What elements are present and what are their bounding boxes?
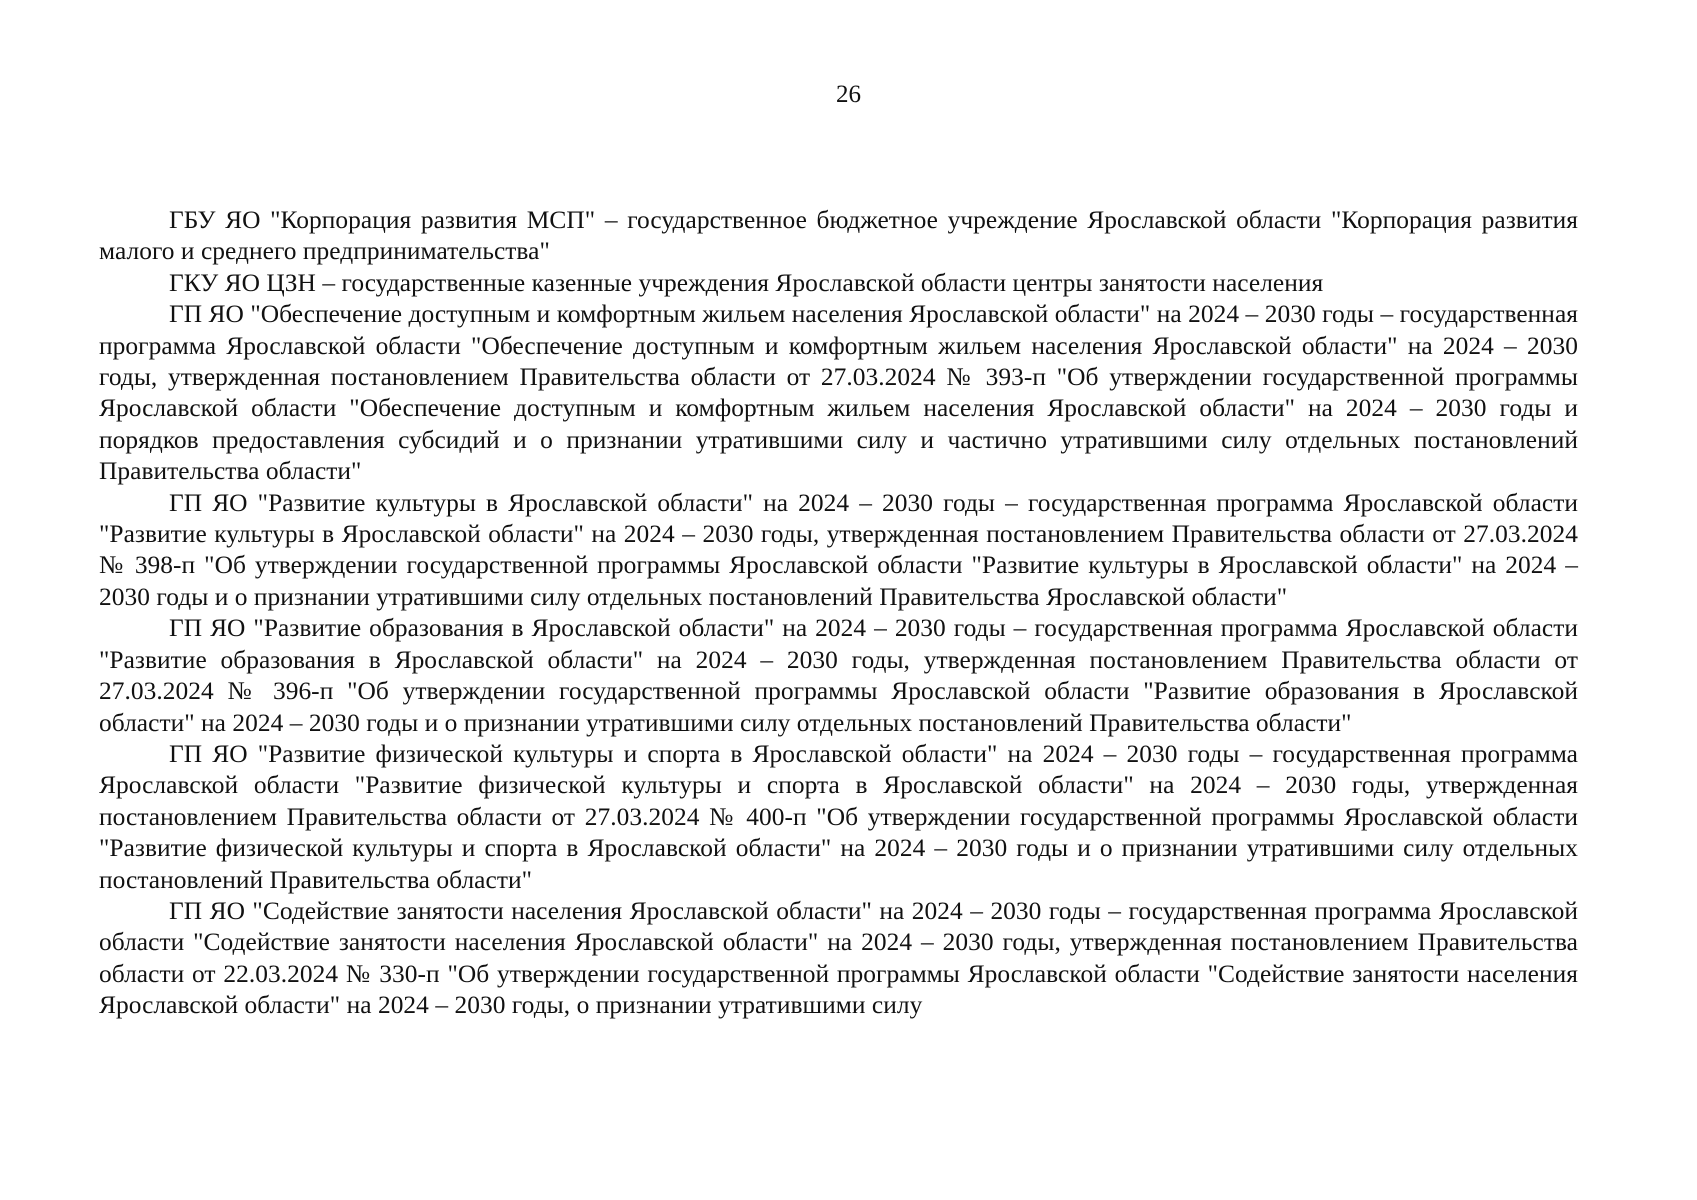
paragraph-gbu-msp: ГБУ ЯО "Корпорация развития МСП" – государственное бюджетное учреждение Ярославской области "Корпорация развития малого и среднего предпринимательства" (99, 206, 1578, 266)
page-number: 26 (836, 81, 861, 108)
paragraph-gku-czn: ГКУ ЯО ЦЗН – государственные казенные учреждения Ярославской области центры занятости населения (169, 268, 1324, 297)
paragraph-gp-sport: ГП ЯО "Развитие физической культуры и спорта в Ярославской области" на 2024 – 2030 годы – государственная программа Ярославской области "Развитие физической культуры и спорта в Ярославской области" на 2024 – 2030 годы, утвержденная постановлением Правительства области от 27.03.2024 № 400-п "Об утверждении государственной программы Ярославской области "Развитие физической культуры и спорта в Ярославской области" на 2024 – 2030 годы и о признании утратившими силу отдельных постановлений Правительства области" (99, 739, 1578, 894)
document-body (99, 205, 1578, 1022)
paragraph-gp-housing: ГП ЯО "Обеспечение доступным и комфортным жильем населения Ярославской области" на 2024 – 2030 годы – государственная программа Ярославской области "Обеспечение доступным и комфортным жильем населения Ярославской области" на 2024 – 2030 годы, утвержденная постановлением Правительства области от 27.03.2024 № 393-п "Об утверждении государственной программы Ярославской области "Обеспечение доступным и комфортным жильем населения Ярославской области" на 2024 – 2030 годы и порядков предоставления субсидий и о признании утратившими силу и частично утратившими силу отдельных постановлений Правительства области" (99, 300, 1578, 486)
paragraph-gp-culture: ГП ЯО "Развитие культуры в Ярославской области" на 2024 – 2030 годы – государственная программа Ярославской области "Развитие культуры в Ярославской области" на 2024 – 2030 годы, утвержденная постановлением Правительства области от 27.03.2024 № 398-п "Об утверждении государственной программы Ярославской области "Развитие культуры в Ярославской области" на 2024 – 2030 годы и о признании утратившими силу отдельных постановлений Правительства Ярославской области" (99, 488, 1578, 611)
paragraph-gp-employment: ГП ЯО "Содействие занятости населения Ярославской области" на 2024 – 2030 годы – государственная программа Ярославской области "Содействие занятости населения Ярославской области" на 2024 – 2030 годы, утвержденная постановлением Правительства области от 22.03.2024 № 330-п "Об утверждении государственной программы Ярославской области "Содействие занятости населения Ярославской области" на 2024 – 2030 годы, о признании утратившими силу (99, 896, 1578, 1020)
paragraph-gp-education: ГП ЯО "Развитие образования в Ярославской области" на 2024 – 2030 годы – государственная программа Ярославской области "Развитие образования в Ярославской области" на 2024 – 2030 годы, утвержденная постановлением Правительства области от 27.03.2024 № 396-п "Об утверждении государственной программы Ярославской области "Развитие образования в Ярославской области" на 2024 – 2030 годы и о признании утратившими силу отдельных постановлений Правительства области" (99, 614, 1578, 737)
